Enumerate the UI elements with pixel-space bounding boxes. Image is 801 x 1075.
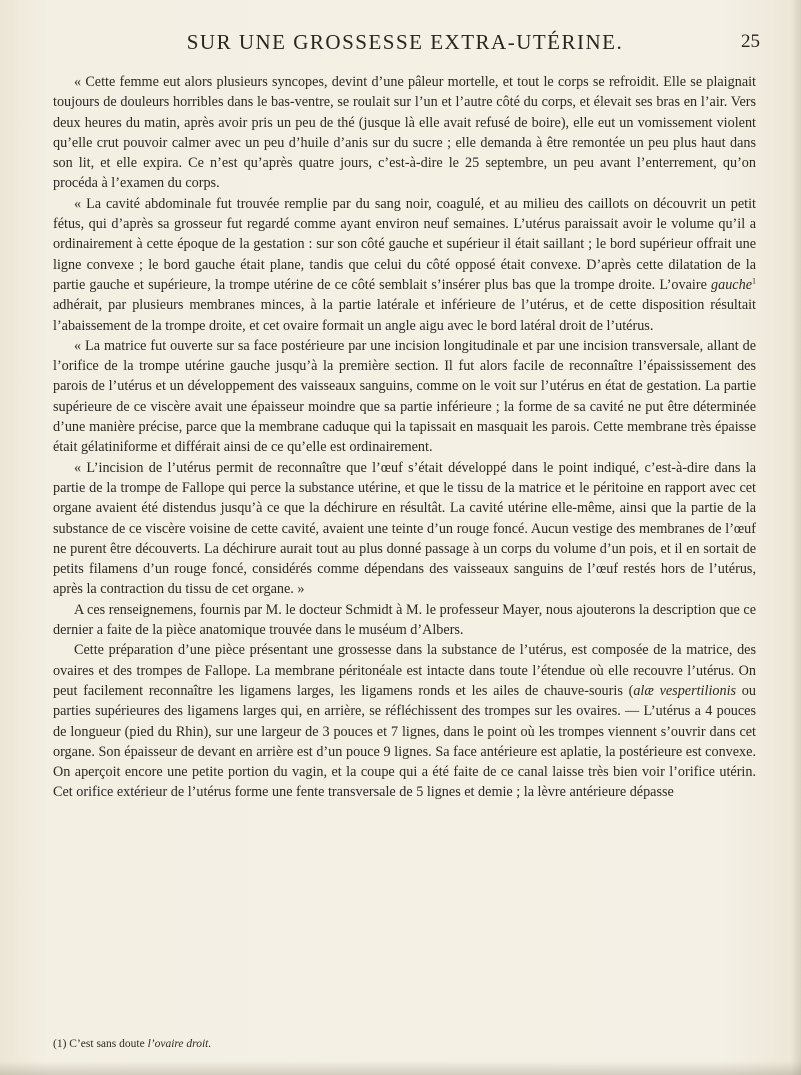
paragraph-1: « Cette femme eut alors plusieurs syncopes, devint d’une pâleur mortelle, et tout le corps se refroidit. Elle se plaignait toujours de douleurs horribles dans le bas-ventre, se roulait sur l’un et l’autre côté du corps, et élevait ses bras en l’air. Vers deux heures du matin, après avoir pris un peu de thé (jusque là elle avait refusé de boire), elle eut un vomissement violent qu’elle crut pouvoir calmer avec un peu d’huile d’anis sur du sucre ; elle demanda à être remontée un peu plus haut dans son lit, et elle expira. Ce n’est qu’après quatre jours, c’est-à-dire le 25 septembre, un peu avant l’enterrement, qu’on procéda à l’examen du corps. — [53, 74, 756, 192]
paragraph-2 — [53, 194, 756, 336]
footnote — [53, 1036, 756, 1052]
page-header — [50, 30, 760, 60]
main-text — [53, 72, 756, 803]
italic-word-gauche: gauche — [711, 276, 752, 293]
paragraph-5: A ces renseignemens, fournis par M. le docteur Schmidt à M. le professeur Mayer, nous ajouterons la description que ce dernier a faite de la pièce anatomique trouvée dans le muséum d’Albers. — [53, 601, 756, 639]
paragraph-2-end: adhérait, par plusieurs membranes minces, à la partie latérale et inférieure de l’utérus, et de cette disposition résultait l’abaissement de la trompe droite, et cet ovaire formait un angle aigu avec le bord latéral droit de l’utérus. — [53, 297, 756, 334]
footnote-text: C’est sans doute — [69, 1038, 148, 1050]
latin-term: alæ vespertilionis — [633, 682, 737, 699]
footnote-reference: 1 — [752, 276, 756, 286]
running-title: SUR UNE GROSSESSE EXTRA-UTÉRINE. — [186, 30, 624, 54]
paragraph-6-start: Cette préparation d’une pièce présentant une grossesse dans la substance de l’utérus, est composée de la matrice, des ovaires et des trompes de Fallope. La membrane péritonéale est intacte dans toute l’étendue où elle recouvre l’utérus. On peut facilement reconnaître les ligamens larges, les ligamens ronds et les ailes de chauve-souris ( — [53, 642, 756, 699]
footnote-marker: (1) — [53, 1038, 67, 1050]
page-number: 25 — [741, 31, 760, 52]
page-bottom-shadow — [0, 1061, 801, 1075]
paragraph-6-end: ou parties supérieures des ligamens larges qui, en arrière, se réfléchissent des trompes sur les ovaires. — L’utérus a 4 pouces de longueur (pied du Rhin), sur une largeur de 3 pouces et 7 lignes, dans le point où les trompes viennent s’ouvrir dans cet organe. Son épaisseur de devant en arrière est d’un pouce 9 lignes. Sa face antérieure est aplatie, la postérieure est convexe. On aperçoit encore une petite portion du vagin, et la coupe qui a été faite de ce canal laisse très bien voir l’orifice utérin. Cet orifice extérieur de l’utérus forme une fente transversale de 5 lignes et demie ; la lèvre antérieure dépasse — [53, 682, 756, 801]
page-edge-shadow — [791, 0, 801, 1075]
paragraph-6 — [53, 640, 756, 802]
paragraph-4: « L’incision de l’utérus permit de reconnaître que l’œuf s’était développé dans le point indiqué, c’est-à-dire dans la partie de la trompe de Fallope qui perce la substance utérine, et que le tissu de la matrice et le péritoine en rapport avec cet organe avaient été distendus jusqu’à ce que la déchirure en résultât. La cavité utérine elle-même, ainsi que la partie de la substance de ce viscère voisine de cette cavité, avaient une teinte d’un rouge foncé. Aucun vestige des membranes de l’œuf ne purent être découverts. La déchirure aurait tout au plus donné passage à un corps du volume d’un pois, et il en sortait de petits filamens d’un rouge foncé, considérés comme dépendans des vaisseaux sanguins de l’œuf restés hors de l’utérus, après la contraction du tissu de cet organe. » — [53, 459, 756, 598]
paragraph-2-start: « La cavité abdominale fut trouvée remplie par du sang noir, coagulé, et au milieu des caillots on découvrit un petit fétus, qui d’après sa grosseur fut regardé comme ayant environ neuf semaines. L’utérus paraissait avoir le volume qu’il a ordinairement à cette époque de la gestation : sur son côté gauche et supérieur il était saillant ; le bord supérieur offrait une ligne convexe ; le bord gauche était plane, tandis que celui du côté opposé était convexe. D’après cette dilatation de la partie gauche et supérieure, la trompe utérine de ce côté semblait s’insérer plus bas que la trompe droite. L’ovaire — [53, 195, 756, 293]
paragraph-3: « La matrice fut ouverte sur sa face postérieure par une incision longitudinale et par une incision transversale, allant de l’orifice de la trompe utérine gauche jusqu’à la première section. Il fut alors facile de reconnaître l’épaississement des parois de l’utérus et un développement des vaisseaux sanguins, comme on le voit sur l’utérus en état de gestation. La partie supérieure de ce viscère avait une épaisseur moindre que sa partie inférieure ; la forme de sa cavité ne put être déterminée d’une manière précise, parce que la membrane caduque qui la tapissait en masquait les parois. Cette membrane très épaisse était gélatiniforme et différait ainsi de ce qu’elle est ordinairement. — [53, 337, 756, 456]
footnote-italic: l’ovaire droit. — [147, 1038, 212, 1050]
